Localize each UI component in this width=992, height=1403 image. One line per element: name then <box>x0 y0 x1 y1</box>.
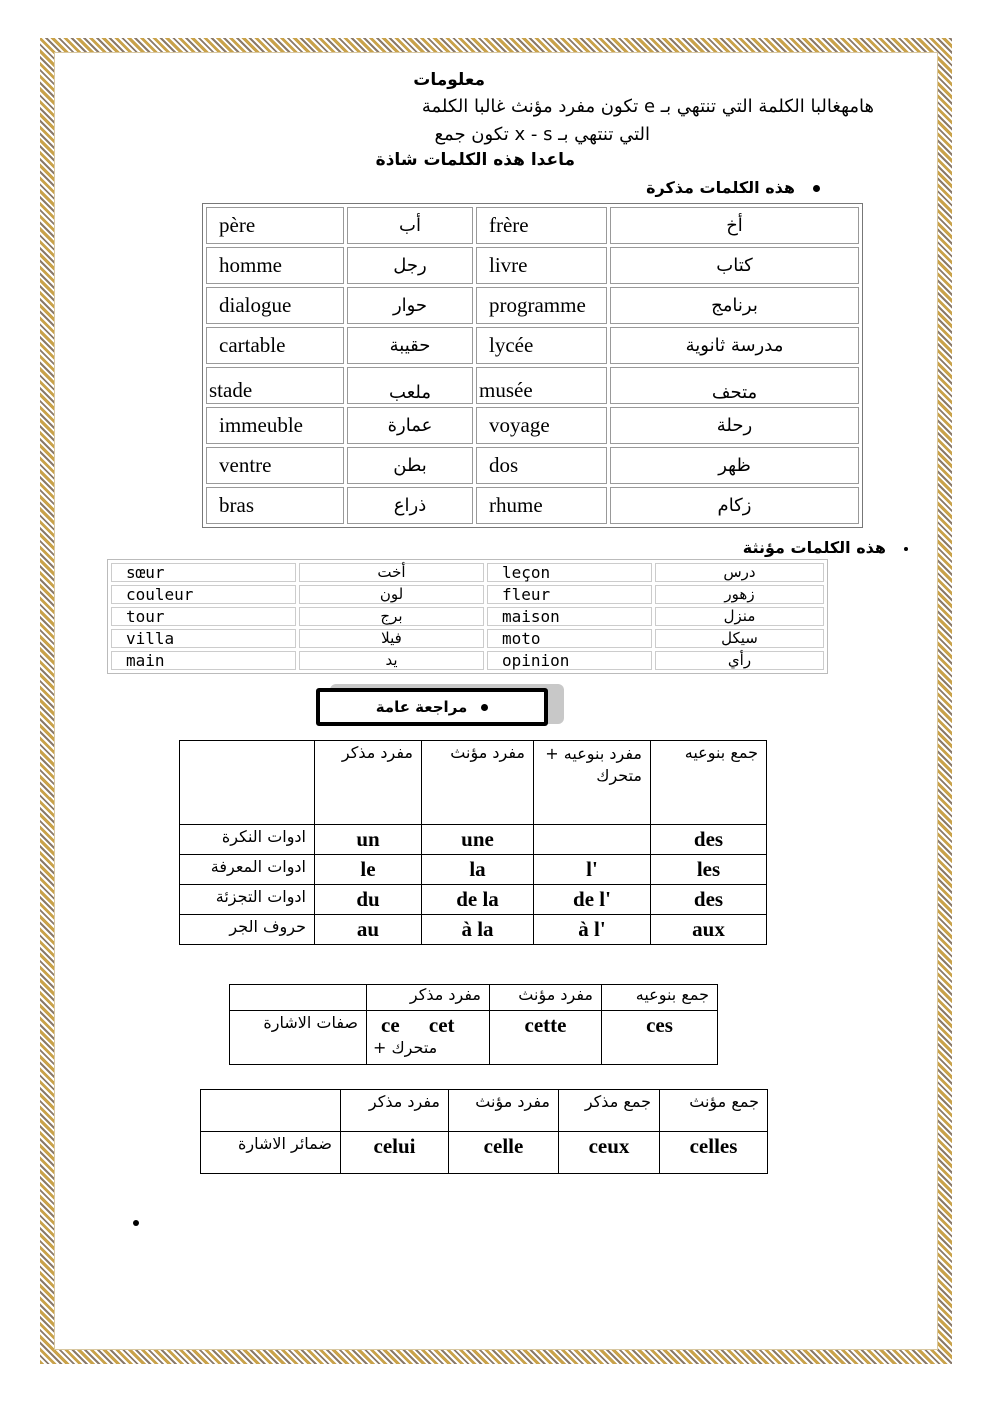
table-cell <box>180 741 315 825</box>
table-row <box>180 741 767 825</box>
table-cell: حقيبة <box>347 327 473 364</box>
table-row <box>111 563 824 582</box>
table-cell: مدرسة ثانوية <box>610 327 859 364</box>
table-cell: du <box>315 885 422 915</box>
table-cell: un <box>315 825 422 855</box>
table-row <box>230 1011 718 1065</box>
table-cell: des <box>651 885 767 915</box>
intro-line-2: التي تنتهي بـ x - s تكون جمع <box>434 124 650 145</box>
table-cell: sœur <box>111 563 296 582</box>
table-cell: les <box>651 855 767 885</box>
table-row <box>111 607 824 626</box>
table-cell <box>230 985 367 1011</box>
table-cell: de l' <box>534 885 651 915</box>
table-row <box>111 629 824 648</box>
cell-text: cet <box>428 1013 455 1037</box>
table-cell: main <box>111 651 296 670</box>
row-label: ادوات المعرفة <box>180 855 315 885</box>
row-label: ادوات النكرة <box>180 825 315 855</box>
table-cell: فيلا <box>299 629 484 648</box>
table-cell: كتاب <box>610 247 859 284</box>
table-cell: ceux <box>559 1132 660 1174</box>
table-cell <box>534 825 651 855</box>
table-cell: opinion <box>487 651 652 670</box>
table-cell: dos <box>476 447 607 484</box>
table-cell: programme <box>476 287 607 324</box>
masculine-table <box>202 203 863 528</box>
table-row <box>206 407 859 444</box>
table-cell: أب <box>347 207 473 244</box>
table-header: مفرد مؤنث <box>449 1090 559 1132</box>
table-header: مفرد مذكر <box>367 985 490 1011</box>
table-cell: رجل <box>347 247 473 284</box>
table-cell: couleur <box>111 585 296 604</box>
bullet-icon <box>133 1220 139 1226</box>
table-row <box>201 1090 768 1132</box>
table-cell: maison <box>487 607 652 626</box>
table-cell: celle <box>449 1132 559 1174</box>
bullet-icon <box>813 185 820 192</box>
table-cell: زهور <box>655 585 824 604</box>
review-banner <box>316 684 566 730</box>
table-row <box>180 855 767 885</box>
table-cell: حوار <box>347 287 473 324</box>
table-cell: une <box>422 825 534 855</box>
table-header: مفرد مؤنث <box>490 985 602 1011</box>
table-row <box>206 247 859 284</box>
table-cell: ventre <box>206 447 344 484</box>
table-row <box>180 825 767 855</box>
table-cell: fleur <box>487 585 652 604</box>
intro-line-1: هامهغالبا الكلمة التي تنتهي بـ e تكون مفرد مؤنث غالبا الكلمة <box>421 96 874 117</box>
table-row <box>111 651 824 670</box>
table-cell: أخت <box>299 563 484 582</box>
table-cell: leçon <box>487 563 652 582</box>
table-header: مفرد مذكر <box>341 1090 449 1132</box>
table-cell: immeuble <box>206 407 344 444</box>
table-cell: livre <box>476 247 607 284</box>
intro-title: معلومات <box>413 70 485 90</box>
table-cell: برنامج <box>610 287 859 324</box>
table-cell: بطن <box>347 447 473 484</box>
table-cell: aux <box>651 915 767 945</box>
banner-label-box: مراجعة عامة <box>316 688 548 726</box>
table-row <box>206 447 859 484</box>
table-header: مفرد بنوعيه + متحرك <box>534 741 651 825</box>
table-header: جمع مؤنث <box>660 1090 768 1132</box>
table-cell: سيكل <box>655 629 824 648</box>
intro-line-3: ماعدا هذه الكلمات شاذة <box>375 150 575 170</box>
table-row <box>206 327 859 364</box>
feminine-table <box>107 559 828 674</box>
table-cell: à la <box>422 915 534 945</box>
row-label: ادوات التجزئة <box>180 885 315 915</box>
table-cell: stade <box>206 367 344 404</box>
table-cell: rhume <box>476 487 607 524</box>
masculine-heading: هذه الكلمات مذكرة <box>646 178 820 197</box>
row-label: ضمائر الاشارة <box>201 1132 341 1174</box>
table-cell: يد <box>299 651 484 670</box>
table-cell: père <box>206 207 344 244</box>
table-row <box>180 885 767 915</box>
table-cell: musée <box>476 367 607 404</box>
table-cell: de la <box>422 885 534 915</box>
table-cell: au <box>315 915 422 945</box>
table-cell: رأي <box>655 651 824 670</box>
bullet-icon <box>904 547 908 551</box>
table-header: مفرد مذكر <box>315 741 422 825</box>
table-cell: ظهر <box>610 447 859 484</box>
table-cell: la <box>422 855 534 885</box>
articles-table <box>179 740 767 945</box>
table-row <box>206 287 859 324</box>
table-cell: درس <box>655 563 824 582</box>
table-cell: moto <box>487 629 652 648</box>
demonstrative-pronouns-table <box>200 1089 768 1174</box>
table-cell: tour <box>111 607 296 626</box>
table-cell: le <box>315 855 422 885</box>
table-cell: des <box>651 825 767 855</box>
table-row <box>111 585 824 604</box>
table-row <box>206 367 859 404</box>
table-cell: برج <box>299 607 484 626</box>
table-cell: أخ <box>610 207 859 244</box>
table-cell: متحف <box>610 367 859 404</box>
cell-text: ce <box>381 1013 400 1037</box>
table-cell: ces <box>602 1011 718 1065</box>
table-cell: زكام <box>610 487 859 524</box>
table-cell: عمارة <box>347 407 473 444</box>
table-cell: لون <box>299 585 484 604</box>
feminine-heading: هذه الكلمات مؤنثة <box>743 538 908 557</box>
table-cell: l' <box>534 855 651 885</box>
bullet-icon <box>481 704 488 711</box>
table-row <box>201 1132 768 1174</box>
table-header: جمع مذكر <box>559 1090 660 1132</box>
table-cell: homme <box>206 247 344 284</box>
demonstrative-adjectives-table <box>229 984 718 1065</box>
table-cell <box>367 1011 490 1065</box>
table-cell: cartable <box>206 327 344 364</box>
table-cell: ذراع <box>347 487 473 524</box>
table-header: مفرد مؤنث <box>422 741 534 825</box>
table-cell: cette <box>490 1011 602 1065</box>
table-header: جمع بنوعيه <box>602 985 718 1011</box>
table-row <box>230 985 718 1011</box>
table-cell: villa <box>111 629 296 648</box>
table-cell: voyage <box>476 407 607 444</box>
table-cell: bras <box>206 487 344 524</box>
table-cell: رحلة <box>610 407 859 444</box>
table-cell: lycée <box>476 327 607 364</box>
cell-note: متحرك + <box>373 1038 438 1057</box>
table-cell: celles <box>660 1132 768 1174</box>
table-cell <box>201 1090 341 1132</box>
table-row <box>206 487 859 524</box>
table-row <box>206 207 859 244</box>
table-cell: ملعب <box>347 367 473 404</box>
row-label: حروف الجر <box>180 915 315 945</box>
table-cell: منزل <box>655 607 824 626</box>
table-cell: à l' <box>534 915 651 945</box>
row-label: صفات الاشارة <box>230 1011 367 1065</box>
table-row <box>180 915 767 945</box>
table-header: جمع بنوعيه <box>651 741 767 825</box>
table-cell: dialogue <box>206 287 344 324</box>
table-cell: celui <box>341 1132 449 1174</box>
table-cell: frère <box>476 207 607 244</box>
